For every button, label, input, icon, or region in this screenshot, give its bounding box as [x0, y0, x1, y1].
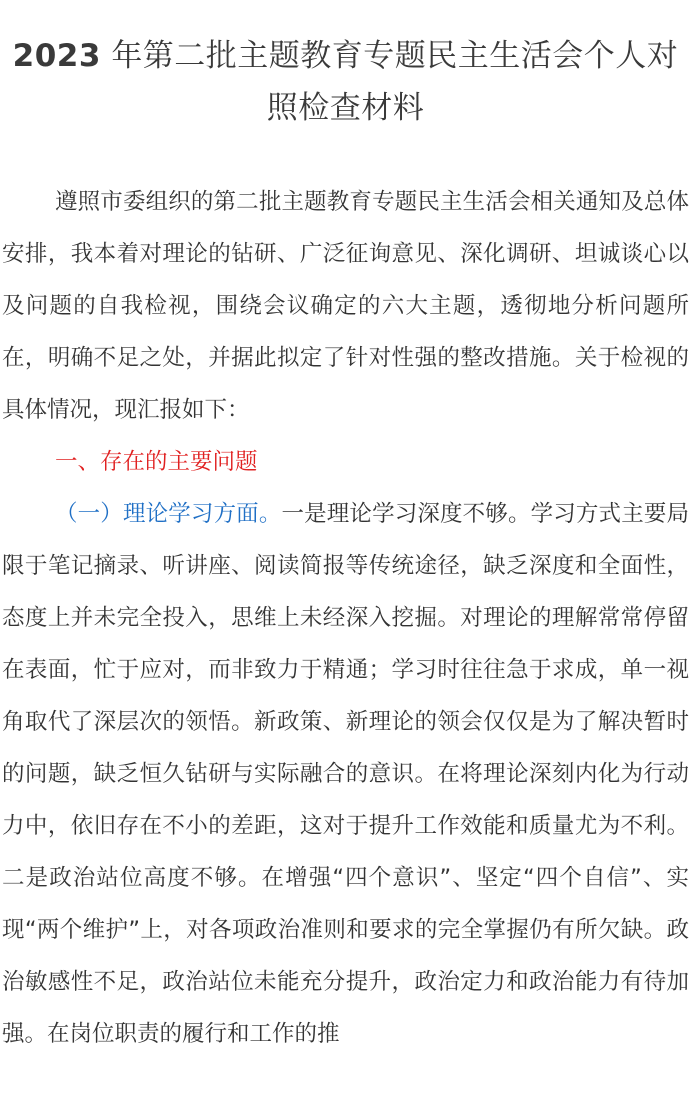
title-text: 年第二批主题教育专题民主生活会个人对照检查材料	[111, 38, 679, 126]
title-year: 2023	[12, 38, 101, 74]
subsection-heading: （一）理论学习方面。	[55, 501, 282, 527]
document-body	[2, 176, 689, 1060]
section-heading: 一、存在的主要问题	[55, 449, 258, 475]
subsection-text: 一是理论学习深度不够。学习方式主要局限于笔记摘录、听讲座、阅读简报等传统途径，缺乏深度和全面性，态度上并未完全投入，思维上未经深入挖掘。对理论的理解常常停留在表面，忙于应对，而非致力于精通；学习时往往急于求成，单一视角取代了深层次的领悟。新政策、新理论的领会仅仅是为了解决暂时的问题，缺乏恒久钻研与实际融合的意识。在将理论深刻内化为行动力中，依旧存在不小的差距，这对于提升工作效能和质量尤为不利。二是政治站位高度不够。在增强“四个意识”、坚定“四个自信”、实现“两个维护”上，对各项政治准则和要求的完全掌握仍有所欠缺。政治敏感性不足，政治站位未能充分提升，政治定力和政治能力有待加强。在岗位职责的履行和工作的推	[2, 501, 689, 1047]
intro-paragraph: 遵照市委组织的第二批主题教育专题民主生活会相关通知及总体安排，我本着对理论的钻研、广泛征询意见、深化调研、坦诚谈心以及问题的自我检视，围绕会议确定的六大主题，透彻地分析问题所在，明确不足之处，并据此拟定了针对性强的整改措施。关于检视的具体情况，现汇报如下：	[2, 189, 689, 423]
document-title	[2, 0, 689, 134]
subsection-paragraph	[2, 488, 689, 1060]
